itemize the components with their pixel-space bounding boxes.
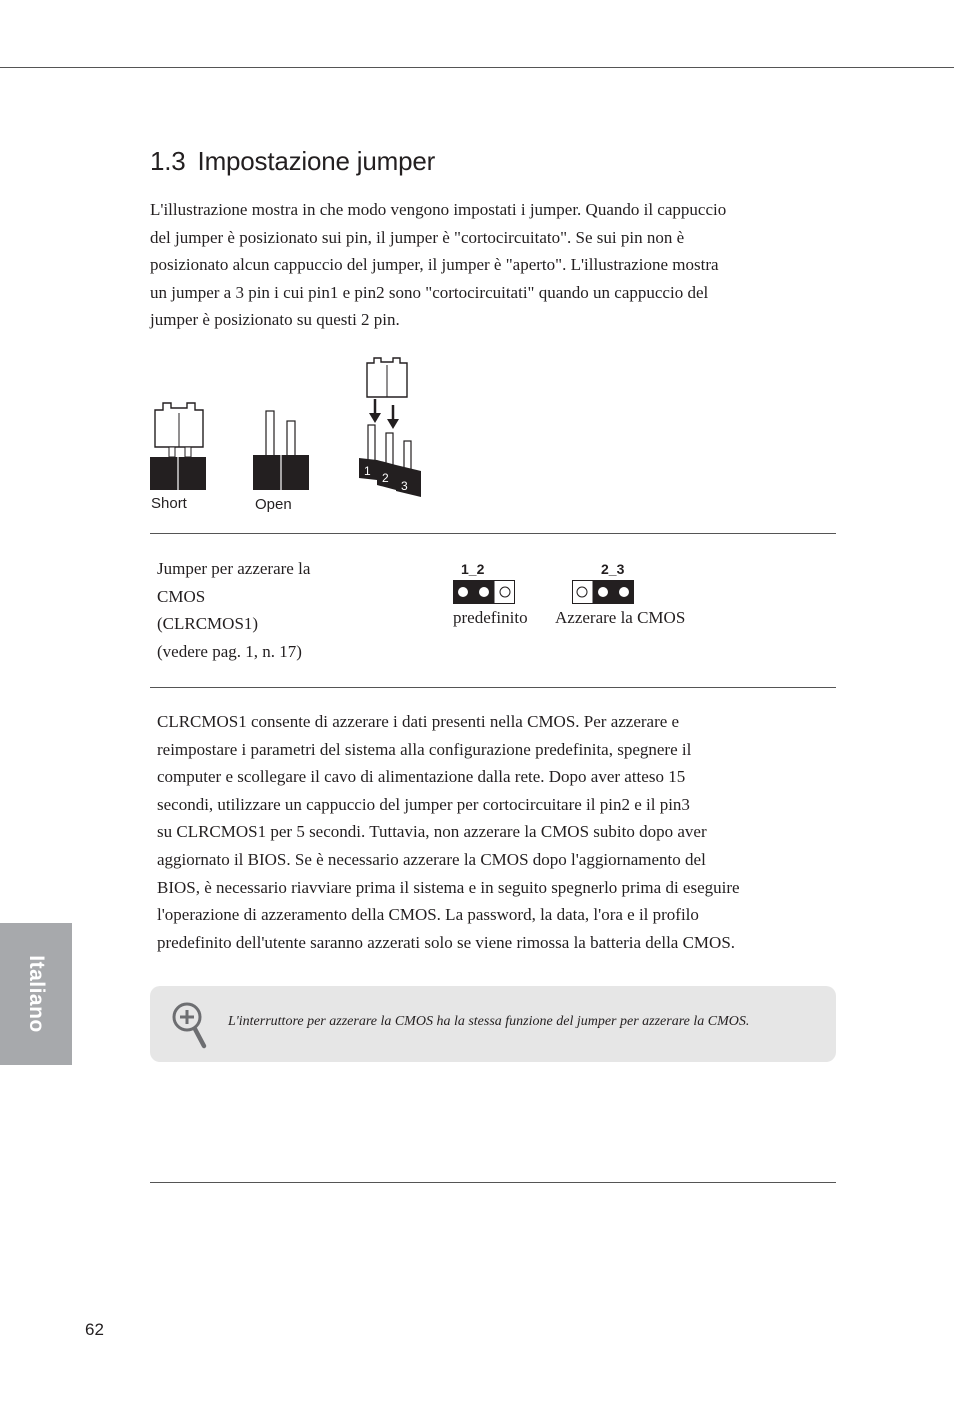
section-title: Impostazione jumper (197, 146, 436, 176)
body-line: BIOS, è necessario riavviare prima il sistema e in seguito spegnerlo prima di eseguire (157, 877, 740, 897)
body-line: CLRCMOS1 consente di azzerare i dati presenti nella CMOS. Per azzerare e (157, 712, 680, 731)
body-line: l'operazione di azzeramento della CMOS. La password, la data, l'ora e il profilo (157, 905, 699, 925)
jumper-illustration (145, 355, 435, 500)
default-pin-diagram (453, 580, 515, 604)
jumper-description-line: CMOS (157, 586, 206, 606)
body-line: predefinito dell'utente saranno azzerati solo se viene rimossa la batteria della CMOS. (157, 932, 736, 952)
body-line: reimpostare i parametri del sistema alla configurazione predefinita, spegnere il (157, 739, 692, 759)
jumper-description-line: (vedere pag. 1, n. 17) (157, 641, 302, 661)
language-side-tab (0, 923, 72, 1065)
body-line: su CLRCMOS1 per 5 secondi. Tuttavia, non azzerare la CMOS subito dopo aver (157, 822, 707, 842)
intro-line: un jumper a 3 pin i cui pin1 e pin2 sono "cortocircuitati" quando un cappuccio del (150, 282, 709, 302)
body-line: aggiornato il BIOS. Se è necessario azzerare la CMOS dopo l'aggiornamento del (157, 849, 706, 869)
note-box (150, 986, 836, 1062)
pin-number-label: 3 (401, 479, 408, 493)
page-number: 62 (85, 1320, 104, 1339)
pins-clear-label: 2_3 (601, 561, 625, 577)
intro-line: posizionato alcun cappuccio del jumper, il jumper è "aperto". L'illustrazione mostra (150, 255, 719, 275)
pin-number-label: 2 (382, 471, 389, 485)
body-line: computer e scollegare il cavo di alimentazione dalla rete. Dopo aver atteso 15 (157, 767, 686, 787)
pins-default-label: 1_2 (461, 561, 485, 577)
intro-line: jumper è posizionato su questi 2 pin. (150, 310, 400, 330)
intro-paragraph (150, 196, 800, 334)
intro-line: L'illustrazione mostra in che modo vengono impostati i jumper. Quando il cappuccio (150, 200, 727, 219)
default-setting-label: predefinito (453, 608, 528, 627)
body-line: secondi, utilizzare un cappuccio del jumper per cortocircuitare il pin2 e il pin3 (157, 794, 690, 814)
three-pin-jumper-figure (359, 358, 421, 497)
note-text: L'interruttore per azzerare la CMOS ha la stessa funzione del jumper per azzerare la CMOS. (228, 1014, 750, 1029)
top-rule (0, 67, 954, 68)
jumper-description-line: Jumper per azzerare la (157, 559, 311, 578)
clear-pin-diagram (572, 580, 634, 604)
clear-setting-label: Azzerare la CMOS (555, 608, 686, 627)
short-jumper-figure (150, 403, 206, 490)
magnifier-plus-icon (170, 1000, 210, 1050)
open-jumper-figure (253, 411, 309, 490)
footer-rule (150, 1182, 836, 1183)
section-heading (150, 146, 435, 177)
body-paragraph (157, 708, 797, 956)
open-label: Open (255, 496, 292, 513)
jumper-description (157, 555, 310, 665)
language-side-tab-label: Italiano (25, 955, 48, 1033)
table-bottom-rule (150, 687, 836, 688)
pin-number-label: 1 (364, 464, 371, 478)
table-top-rule (150, 533, 836, 534)
jumper-description-line: (CLRCMOS1) (157, 614, 259, 634)
section-number: 1.3 (150, 146, 186, 176)
intro-line: del jumper è posizionato sui pin, il jumper è "cortocircuitato". Se sui pin non è (150, 227, 685, 247)
short-label: Short (151, 495, 187, 512)
